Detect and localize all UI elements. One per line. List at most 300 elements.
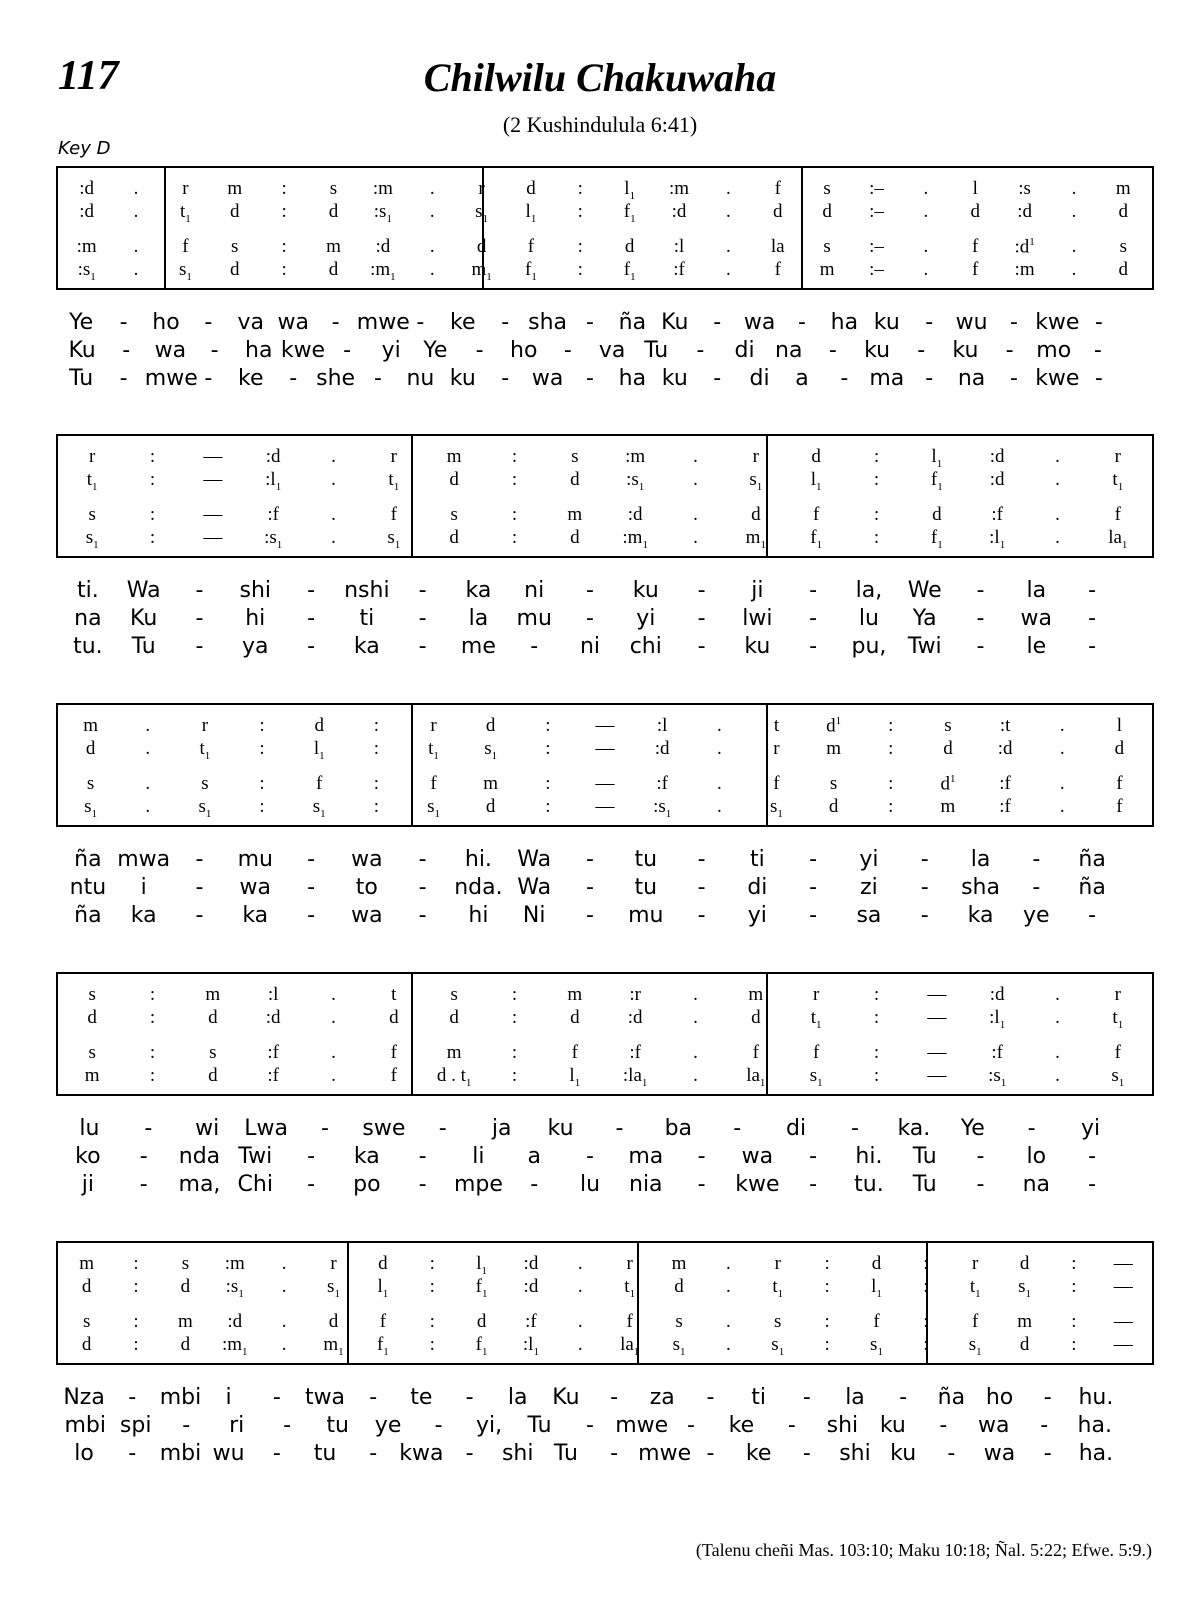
lyric-syllable: lu [858, 606, 879, 631]
solfa-note: :d [79, 178, 95, 199]
solfa-note: :d [265, 1007, 281, 1028]
solfa-note: $s_1$ [771, 1334, 785, 1358]
solfa-note: r [89, 446, 96, 467]
lyric-syllable: la [468, 606, 489, 631]
lyric-syllable: Lwa [244, 1116, 288, 1141]
lyric-syllable: - [501, 366, 510, 391]
lyric-syllable: - [195, 578, 204, 603]
lyric-syllable: ye [374, 1413, 402, 1438]
solfa-note: $s_1$ [387, 527, 401, 551]
solfa-note: $s_1$ [198, 796, 212, 820]
lyric-syllable: - [840, 366, 849, 391]
solfa-note: s [675, 1311, 683, 1332]
lyric-syllable: ma [628, 1144, 664, 1169]
solfa-note: $t_1$ [86, 469, 98, 493]
lyric-syllable: lwi [742, 606, 773, 631]
lyric-syllable: mbi [64, 1413, 106, 1438]
lyric-syllable: Ye [960, 1116, 985, 1141]
lyric-syllable: - [1088, 634, 1097, 659]
solfa-note: $l_1$ [871, 1276, 882, 1300]
solfa-note: $f_1$ [623, 201, 636, 225]
solfa-note: r [478, 178, 485, 199]
solfa-note: t [773, 715, 780, 736]
solfa-note: :f [267, 1065, 279, 1086]
solfa-note: . [726, 178, 731, 199]
solfa-note: :f [267, 1042, 279, 1063]
solfa-note: — [595, 773, 615, 794]
lyric-syllable: ho [985, 1385, 1014, 1410]
solfa-note: : [873, 504, 880, 525]
lyric-syllable: di [786, 1116, 807, 1141]
lyric-syllable: - [610, 1441, 619, 1466]
lyric-syllable: ha [830, 310, 859, 335]
lyric-syllable: mwe [356, 310, 410, 335]
lyric-syllable: - [331, 310, 340, 335]
solfa-note: f [752, 1042, 759, 1063]
solfa-note: : [133, 1253, 139, 1274]
solfa-note: :t [999, 715, 1011, 736]
solfa-note: d [230, 259, 240, 280]
lyric-syllable: - [706, 1441, 715, 1466]
lyric-syllable: wa [531, 366, 564, 391]
lyric-syllable: - [1010, 366, 1018, 391]
lyric-syllable: - [1093, 338, 1102, 363]
solfa-note: d [180, 1334, 191, 1355]
solfa-note: $:s_1$ [373, 201, 392, 225]
lyric-syllable: na [775, 338, 803, 363]
solfa-note: . [331, 1065, 336, 1086]
lyric-line [60, 634, 1120, 662]
solfa-note: :d [671, 201, 687, 222]
lyric-syllable: ka [465, 578, 492, 603]
lyric-syllable: - [917, 338, 926, 363]
lyric-syllable: - [418, 1144, 427, 1169]
solfa-note: — [203, 504, 223, 525]
lyric-syllable: nda [178, 1144, 221, 1169]
solfa-note: $:la_1$ [622, 1065, 648, 1089]
solfa-note: $m_1$ [323, 1334, 344, 1358]
solfa-note: . [281, 1253, 287, 1274]
lyric-syllable: nia [629, 1172, 663, 1197]
lyric-syllable: - [696, 338, 705, 363]
lyric-syllable: tu. [854, 1172, 884, 1197]
solfa-note: $d^1$ [940, 773, 956, 795]
lyric-syllable: ku [879, 1413, 906, 1438]
solfa-note: $s_1$ [475, 201, 489, 225]
lyric-syllable: - [976, 1172, 985, 1197]
lyric-syllable: - [465, 1441, 474, 1466]
lyric-syllable: ko [75, 1144, 101, 1169]
solfa-note: f [972, 1311, 979, 1332]
lyric-syllable: - [1040, 1413, 1049, 1438]
solfa-note: f [774, 178, 781, 199]
lyric-syllable: wa [351, 903, 383, 928]
lyric-syllable: di [734, 338, 755, 363]
lyric-syllable: mwe [638, 1441, 692, 1466]
solfa-note: r [330, 1253, 337, 1274]
solfa-note: : [373, 796, 379, 817]
lyric-syllable: ku [864, 338, 891, 363]
lyric-syllable: hi [468, 903, 489, 928]
solfa-note: : [577, 201, 583, 222]
solfa-note: $s_1$ [327, 1276, 340, 1300]
lyric-syllable: twa [304, 1385, 346, 1410]
solfa-note: d [1118, 201, 1129, 222]
solfa-note: . [726, 1334, 731, 1355]
lyric-syllable: - [307, 875, 316, 900]
solfa-note: r [813, 984, 820, 1005]
solfa-note: — [203, 446, 223, 467]
solfa-note: $:s_1$ [264, 527, 283, 551]
lyric-syllable: - [809, 634, 818, 659]
solfa-note: . [1071, 178, 1077, 199]
solfa-note: . [1055, 469, 1060, 490]
solfa-note: . [133, 178, 139, 199]
solfa-note: $f_1$ [475, 1276, 488, 1300]
lyric-syllable: - [1032, 875, 1041, 900]
solfa-note: : [873, 446, 880, 467]
notation-system [56, 1241, 1154, 1365]
solfa-note: : [888, 715, 894, 736]
lyric-syllable: la [845, 1385, 865, 1410]
solfa-note: d [1118, 259, 1129, 280]
solfa-note: . [1059, 796, 1065, 817]
lyric-syllable: wu [212, 1441, 245, 1466]
solfa-note: :d [265, 446, 281, 467]
lyric-syllable: to [355, 875, 378, 900]
lyric-line [60, 903, 1120, 931]
solfa-note: r [430, 715, 437, 736]
lyric-syllable: ji [751, 578, 764, 603]
lyric-syllable: wa [741, 1144, 774, 1169]
lyric-syllable: - [283, 1413, 292, 1438]
solfa-note: :d [1017, 201, 1032, 222]
solfa-note: :r [629, 984, 641, 1005]
lyric-syllable: na [1022, 1172, 1051, 1197]
lyric-syllable: - [1088, 1172, 1097, 1197]
lyric-syllable: - [939, 1413, 948, 1438]
hymn-number: 117 [58, 53, 119, 99]
lyric-syllable: Tu [527, 1413, 552, 1438]
solfa-note: m [83, 715, 98, 736]
solfa-note: d [526, 178, 536, 199]
lyric-syllable: - [586, 578, 594, 603]
solfa-note: $t_1$ [624, 1276, 636, 1300]
solfa-note: s [181, 1253, 190, 1274]
solfa-note: d [81, 1276, 92, 1297]
solfa-note: m [227, 178, 243, 199]
solfa-note: d [314, 715, 324, 736]
lyric-syllable: - [418, 634, 427, 659]
lyric-syllable: ku [952, 338, 979, 363]
solfa-note: f [430, 773, 437, 794]
solfa-note: f [1114, 1042, 1121, 1063]
lyric-syllable: na [74, 606, 102, 631]
solfa-note: d [943, 738, 953, 759]
lyric-syllable: spi [119, 1413, 152, 1438]
lyric-syllable: - [713, 366, 722, 391]
solfa-note: : [577, 236, 583, 257]
voice-row [62, 738, 1148, 764]
solfa-note: . [1071, 236, 1077, 257]
lyric-syllable: Ya [912, 606, 937, 631]
lyric-syllable: shi [501, 1441, 534, 1466]
lyric-syllable: - [686, 1413, 695, 1438]
solfa-note: : [281, 259, 287, 280]
solfa-note: :m [669, 178, 690, 199]
solfa-note: : [281, 201, 287, 222]
solfa-note: : [545, 796, 551, 817]
lyric-syllable: We [907, 578, 942, 603]
lyric-syllable: kwe [735, 1172, 780, 1197]
solfa-note: f [972, 236, 979, 257]
solfa-note: m [567, 984, 583, 1005]
solfa-note: f [571, 1042, 578, 1063]
solfa-note: : [149, 984, 156, 1005]
lyric-syllable: - [586, 875, 594, 900]
solfa-note: :f [525, 1311, 537, 1332]
solfa-note: . [923, 178, 929, 199]
lyric-syllable: - [289, 366, 298, 391]
lyric-syllable: ña [1078, 847, 1106, 872]
lyric-syllable: - [976, 1144, 985, 1169]
solfa-note: d [230, 201, 240, 222]
lyric-syllable: di [749, 366, 770, 391]
solfa-note: : [824, 1276, 830, 1297]
lyric-syllable: ka [242, 903, 269, 928]
solfa-note: $:s_1$ [988, 1065, 1007, 1089]
lyric-syllable: ña [74, 847, 102, 872]
solfa-note: : [1071, 1334, 1077, 1355]
lyric-syllable: - [195, 903, 204, 928]
lyric-syllable: - [307, 634, 316, 659]
lyric-syllable: ha. [1077, 1413, 1112, 1438]
lyric-syllable: ka [967, 903, 994, 928]
solfa-note: :m [1014, 259, 1035, 280]
lyric-syllable: ji [81, 1172, 94, 1197]
solfa-note: l [972, 178, 978, 199]
solfa-note: :– [869, 201, 884, 222]
solfa-note: : [429, 1253, 435, 1274]
lyric-syllable: - [586, 606, 594, 631]
solfa-note: $s_1$ [1018, 1276, 1032, 1300]
solfa-note: t [391, 984, 397, 1005]
lyric-syllable: Tu [912, 1172, 937, 1197]
solfa-note: : [149, 504, 156, 525]
lyric-syllable: - [697, 903, 706, 928]
solfa-note: d [1019, 1253, 1030, 1274]
lyric-syllable: ti [749, 847, 765, 872]
solfa-note: : [511, 527, 518, 548]
solfa-note: : [133, 1276, 139, 1297]
solfa-note: s [774, 1311, 782, 1332]
solfa-note: — [595, 715, 615, 736]
solfa-note: s [82, 1311, 91, 1332]
solfa-note: : [888, 773, 894, 794]
lyric-syllable: - [530, 1172, 539, 1197]
lyric-syllable: ke [728, 1413, 755, 1438]
lyric-syllable: shi [239, 578, 272, 603]
lyric-syllable: la [507, 1385, 528, 1410]
lyric-line [60, 1441, 1120, 1469]
solfa-note: : [923, 1311, 929, 1332]
voice-row [62, 796, 1148, 822]
solfa-note: : [577, 178, 583, 199]
lyric-syllable: - [697, 606, 706, 631]
notation-system [56, 166, 1154, 290]
solfa-note: . [429, 236, 435, 257]
solfa-note: $f_1$ [525, 259, 537, 283]
lyric-syllable: Tu [553, 1441, 578, 1466]
solfa-note: $l_1$ [624, 178, 636, 202]
solfa-note: . [133, 259, 139, 280]
solfa-note: $:s_1$ [626, 469, 645, 493]
solfa-note: $:m_1$ [221, 1334, 248, 1358]
solfa-note: :d [375, 236, 391, 257]
lyric-syllable: wa [743, 310, 776, 335]
solfa-note: f [379, 1311, 387, 1332]
lyric-syllable: - [697, 1172, 706, 1197]
lyric-syllable: - [615, 1116, 624, 1141]
solfa-note: f [773, 773, 780, 794]
lyric-syllable: ku [744, 634, 771, 659]
solfa-note: $la_1$ [1108, 527, 1128, 551]
lyric-syllable: - [307, 606, 316, 631]
solfa-note: . [1055, 1007, 1060, 1028]
solfa-note: d [570, 1007, 580, 1028]
solfa-note: : [429, 1311, 435, 1332]
solfa-note: :d [997, 738, 1013, 759]
lyric-syllable: - [920, 847, 929, 872]
solfa-note: m [84, 1065, 100, 1086]
solfa-note: : [1071, 1276, 1077, 1297]
solfa-note: . [145, 773, 151, 794]
solfa-note: d [570, 469, 580, 490]
lyric-syllable: mbi [159, 1441, 202, 1466]
solfa-note: m [79, 1253, 95, 1274]
solfa-note: : [373, 773, 379, 794]
lyric-syllable: yi, [475, 1413, 503, 1438]
lyric-syllable: - [713, 310, 722, 335]
lyric-syllable: - [1088, 1144, 1097, 1169]
solfa-note: f [626, 1311, 633, 1332]
solfa-note: d [674, 1276, 684, 1297]
solfa-note: m [567, 504, 583, 525]
solfa-note: m [446, 1042, 462, 1063]
solfa-note: d [828, 796, 839, 817]
lyric-syllable: a [527, 1144, 541, 1169]
solfa-note: l [1116, 715, 1123, 736]
solfa-note: d [485, 796, 496, 817]
lyric-syllable: - [925, 310, 934, 335]
solfa-note: s [231, 236, 239, 257]
solfa-note: . [716, 796, 722, 817]
solfa-note: . [693, 984, 698, 1005]
solfa-note: : [1071, 1311, 1077, 1332]
voice-row [62, 1276, 1148, 1302]
lyric-line [60, 366, 1120, 394]
lyric-syllable: tu. [73, 634, 103, 659]
solfa-note: — [1113, 1276, 1133, 1297]
solfa-note: . [331, 984, 336, 1005]
lyric-syllable: - [697, 578, 706, 603]
solfa-note: d [328, 201, 339, 222]
solfa-note: s [88, 504, 96, 525]
lyric-syllable: - [418, 875, 427, 900]
solfa-note: d [328, 259, 339, 280]
lyric-syllable: - [1043, 1441, 1052, 1466]
solfa-note: $s_1$ [968, 1334, 982, 1358]
solfa-note: : [577, 259, 583, 280]
lyric-syllable: kwe [280, 338, 326, 363]
lyric-syllable: mu [516, 606, 552, 631]
solfa-note: $:s_1$ [77, 259, 96, 283]
lyric-syllable: - [798, 310, 806, 335]
solfa-note: . [1071, 201, 1077, 222]
solfa-note: :d [989, 469, 1005, 490]
solfa-note: m [940, 796, 956, 817]
solfa-note: d [449, 1007, 459, 1028]
lyric-syllable: - [809, 875, 818, 900]
lyric-syllable: Tu [131, 634, 156, 659]
solfa-note: . [281, 1276, 287, 1297]
solfa-note: :f [999, 773, 1011, 794]
lyric-syllable: Ye [69, 310, 94, 335]
solfa-note: : [873, 984, 880, 1005]
solfa-note: s [829, 773, 838, 794]
lyric-syllable: hi. [855, 1144, 883, 1169]
lyric-syllable: Nza [63, 1385, 105, 1410]
solfa-note: s [209, 1042, 217, 1063]
lyric-syllable: ke [238, 366, 264, 391]
solfa-note: r [773, 738, 780, 759]
solfa-note: . [716, 773, 722, 794]
solfa-note: $t_1$ [428, 738, 439, 762]
lyric-syllable: - [1027, 1116, 1036, 1141]
lyric-syllable: ma [869, 366, 905, 391]
solfa-note: :d [989, 446, 1005, 467]
lyric-syllable: le [1026, 634, 1047, 659]
solfa-note: $l_1$ [313, 738, 325, 762]
solfa-note: $la_1$ [620, 1334, 640, 1358]
lyric-syllable: tu [326, 1413, 349, 1438]
solfa-note: — [595, 738, 615, 759]
voice-row [62, 1007, 1148, 1033]
lyric-syllable: - [802, 1441, 811, 1466]
lyric-syllable: - [530, 634, 539, 659]
solfa-note: $t_1$ [388, 469, 400, 493]
solfa-note: . [693, 446, 698, 467]
solfa-note: $:d^1$ [1014, 236, 1035, 258]
solfa-note: . [145, 796, 151, 817]
lyric-syllable: ri [229, 1413, 245, 1438]
lyric-syllable: - [809, 847, 818, 872]
lyric-syllable: - [128, 1385, 137, 1410]
lyric-syllable: nu [406, 366, 435, 391]
lyric-syllable: - [697, 847, 706, 872]
solfa-note: . [331, 469, 336, 490]
solfa-note: r [1114, 984, 1121, 1005]
solfa-note: $:m_1$ [370, 259, 396, 283]
solfa-note: m [483, 773, 499, 794]
solfa-note: . [726, 1253, 731, 1274]
lyric-syllable: chi [629, 634, 662, 659]
solfa-note: r [182, 178, 189, 199]
solfa-note: $s_1$ [84, 796, 98, 820]
solfa-note: . [331, 504, 336, 525]
solfa-note: $t_1$ [199, 738, 211, 762]
lyric-syllable: ka [130, 903, 157, 928]
